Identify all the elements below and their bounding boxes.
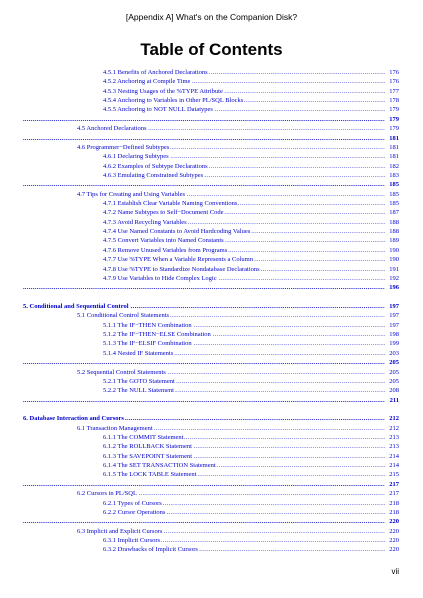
dot-leader [23,115,385,124]
toc-entry[interactable] [103,87,399,96]
toc-entry-label: 6.3 Implicit and Explicit Cursors [77,527,163,535]
toc-entry[interactable] [77,190,399,199]
toc-entry-page: 218 [385,499,399,508]
toc-section-end[interactable] [23,358,399,367]
toc-entry-label: 4.6.1 Declaring Subtypes [103,153,169,161]
toc-entry[interactable] [103,227,399,236]
toc-entry-page: 197 [385,321,399,330]
toc-entry-page: 220 [385,545,399,554]
toc-entry-page: 185 [385,190,399,199]
toc-entry-label: 5.1 Conditional Control Statements [77,312,170,320]
dot-leader [23,480,385,489]
toc-entry[interactable] [103,339,399,348]
toc-entry[interactable] [103,321,399,330]
toc-entry[interactable] [103,461,399,470]
toc-entry-page: 188 [385,218,399,227]
toc-entry-label: 5.1.1 The IF−THEN Combination [103,321,192,329]
toc-entry[interactable] [103,265,399,274]
toc-entry[interactable] [103,386,399,395]
toc-entry-label: 6.3.1 Implicit Cursors [103,537,161,544]
toc-entry-page: 220 [385,517,399,526]
toc-entry[interactable] [103,199,399,208]
toc-entry-label: 4.7.9 Use Variables to Hide Complex Logic [103,274,217,282]
toc-entry-page: 203 [385,349,399,358]
dot-leader [23,396,385,405]
toc-entry-label: 4.7.1 Establish Clear Variable Naming Conventions [103,200,238,208]
toc-entry-label: 4.5.4 Anchoring to Variables in Other PL/SQL Blocks [103,97,244,105]
toc-entry-page: 205 [385,358,399,367]
toc-entry[interactable] [103,499,399,508]
toc-entry-page: 181 [385,143,399,152]
toc-entry[interactable] [103,349,399,358]
toc-entry[interactable] [77,124,399,133]
toc-entry-page: 213 [385,433,399,442]
dot-leader [23,134,385,143]
toc-entry[interactable] [103,77,399,86]
toc-entry-page: 185 [385,199,399,208]
toc-entry[interactable] [77,527,399,536]
toc-entry-label: 4.7 Tips for Creating and Using Variables [77,190,186,198]
toc-entry[interactable] [103,96,399,105]
toc-entry-label: 5.1.3 The IF−ELSIF Combination [103,340,192,348]
toc-entry-page: 197 [385,302,399,311]
toc-entry[interactable] [77,424,399,433]
toc-entry-page: 211 [385,396,399,405]
toc-entry[interactable] [103,68,399,77]
toc-entry[interactable] [23,302,399,311]
toc-entry-page: 178 [385,96,399,105]
toc-section-end[interactable] [23,115,399,124]
toc-entry[interactable] [103,330,399,339]
toc-entry[interactable] [77,143,399,152]
toc-entry-page: 191 [385,265,399,274]
toc-entry[interactable] [103,171,399,180]
toc-entry-label: 6.1.4 The SET TRANSACTION Statement [103,462,216,470]
toc-entry[interactable] [77,489,399,498]
toc-entry[interactable] [103,162,399,171]
toc-entry-label: 4.5 Anchored Declarations [77,125,147,133]
page-title: Table of Contents [140,40,283,59]
toc-entry-label: 4.6.2 Examples of Subtype Declarations [103,162,208,170]
toc-entry-label: 6.2 Cursors in PL/SQL [77,490,137,498]
toc-entry-page: 214 [385,461,399,470]
toc-entry-page: 205 [385,377,399,386]
toc-entry-page: 189 [385,236,399,245]
toc-entry-label: 4.7.2 Name Subtypes to Self−Document Code [103,209,224,217]
toc-entry[interactable] [103,152,399,161]
toc-entry-label: 6.1.5 The LOCK TABLE Statement [103,471,197,479]
toc-entry-label: 4.7.5 Convert Variables into Named Constants [103,237,224,245]
toc-entry-page: 208 [385,386,399,395]
toc-entry-page: 198 [385,330,399,339]
toc-entry-page: 218 [385,508,399,517]
toc-entry[interactable] [103,508,399,517]
dot-leader [23,180,385,189]
toc-entry-label: 4.6 Programmer−Defined Subtypes [77,143,170,151]
toc-entry[interactable] [103,442,399,451]
toc-section-end[interactable] [23,134,399,143]
toc-entry[interactable] [103,545,399,554]
toc-entry-label: 6.1 Transaction Management [77,424,153,432]
toc-entry-label: 6.1.3 The SAVEPOINT Statement [103,452,193,460]
toc-entry-label: 6.2.1 Types of Cursors [103,499,162,507]
toc-entry[interactable] [77,311,399,320]
toc-entry-label: 6.1.1 The COMMIT Statement [103,434,184,442]
toc-entry-page: 220 [385,527,399,536]
toc-entry-label: 4.6.3 Emulating Constrained Subtypes [103,171,204,179]
toc-entry-label: 5.2 Sequential Control Statements [77,368,166,376]
toc-entry[interactable] [77,368,399,377]
toc-entry-page: 188 [385,227,399,236]
toc-entry-label: 6.1.2 The ROLLBACK Statement [103,443,192,451]
toc-entry-page: 183 [385,171,399,180]
toc-entry-label: 5.2.2 The NULL Statement [103,387,174,395]
toc-entry-page: 220 [385,536,399,545]
toc-entry[interactable] [103,236,399,245]
toc-entry-page: 179 [385,115,399,124]
toc-entry-page: 179 [385,105,399,114]
toc-entry-page: 217 [385,480,399,489]
toc-entry-page: 192 [385,274,399,283]
toc-entry[interactable] [23,414,399,423]
toc-entry[interactable] [103,274,399,283]
toc-entry-page: 196 [385,283,399,292]
toc-entry-label: 4.5.3 Nesting Usages of the %TYPE Attribute [103,87,223,95]
toc-section-end[interactable] [23,396,399,405]
toc-entry-label: 4.7.4 Use Named Constants to Avoid Hardcoding Values [103,228,251,236]
toc-section-end[interactable] [23,480,399,489]
toc-entry-label: 6. Database Interaction and Cursors [23,415,124,423]
toc-entry-label: 4.5.5 Anchoring to NOT NULL Datatypes [103,106,213,114]
toc-entry[interactable] [103,246,399,255]
toc-entry-label: 4.5.2 Anchoring at Compile Time [103,78,191,86]
toc-entry-page: 213 [385,442,399,451]
toc-entry-page: 205 [385,368,399,377]
toc-entry-page: 176 [385,77,399,86]
toc-entry-page: 199 [385,339,399,348]
toc-entry-label: 5. Conditional and Sequential Control [23,303,129,310]
running-head: [Appendix A] What's on the Companion Disk? [125,12,298,22]
toc-entry[interactable] [103,433,399,442]
toc-entry-label: 4.7.8 Use %TYPE to Standardize Nondatabase Declarations [103,265,260,273]
toc-entry-label: 5.1.2 The IF−THEN−ELSE Combination [103,331,211,339]
toc-section-end[interactable] [23,517,399,526]
toc-entry[interactable] [103,218,399,227]
toc-entry-label: 6.3.2 Drawbacks of Implicit Cursors [103,546,198,554]
toc-entry-page: 197 [385,311,399,320]
toc-entry[interactable] [103,470,399,479]
toc-entry-label: 4.5.1 Benefits of Anchored Declarations [103,69,208,76]
toc-entry-page: 214 [385,452,399,461]
toc-entry-page: 212 [385,414,399,423]
toc-entry-page: 181 [385,152,399,161]
dot-leader [23,517,385,526]
toc-section-end[interactable] [23,180,399,189]
toc-entry-label: 4.7.6 Remove Unused Variables from Programs [103,246,228,254]
toc-section-end[interactable] [23,283,399,292]
toc-entry-page: 217 [385,489,399,498]
toc-entry-label: 5.1.4 Nested IF Statements [103,349,174,357]
toc-entry-page: 179 [385,124,399,133]
toc-entry[interactable] [103,255,399,264]
toc-entry-page: 185 [385,180,399,189]
toc-entry[interactable] [103,377,399,386]
toc-entry-label: 4.7.7 Use %TYPE When a Variable Represents a Column [103,256,253,264]
toc-entry-page: 215 [385,470,399,479]
page-number: vii [391,567,399,576]
toc-entry-label: 5.2.1 The GOTO Statement [103,377,175,385]
dot-leader [23,358,385,367]
toc-entry[interactable] [103,208,399,217]
dot-leader [23,283,385,292]
toc-entry-page: 187 [385,208,399,217]
toc-entry[interactable] [103,105,399,114]
toc-entry-page: 176 [385,68,399,77]
toc-entry-page: 212 [385,424,399,433]
toc-entry[interactable] [103,536,399,545]
toc-entry[interactable] [103,452,399,461]
toc-entry-page: 181 [385,134,399,143]
toc-entry-page: 177 [385,87,399,96]
toc-entry-page: 182 [385,162,399,171]
toc-entry-page: 190 [385,255,399,264]
toc-entry-label: 6.2.2 Cursor Operations [103,508,166,516]
toc-entry-page: 190 [385,246,399,255]
toc-entry-label: 4.7.3 Avoid Recycling Variables [103,218,187,226]
